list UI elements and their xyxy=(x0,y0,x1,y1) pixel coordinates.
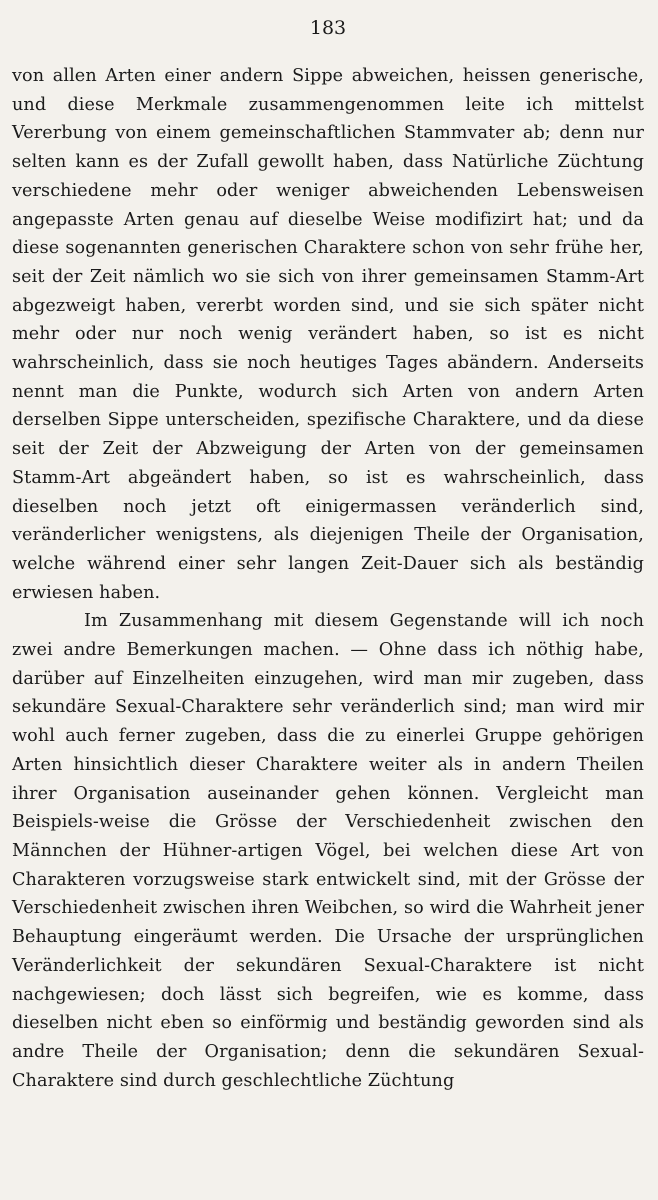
paragraph-secondary-sexual-characters: Im Zusammenhang mit diesem Gegenstande will ich noch zwei andre Bemerkungen machen. — Ohne dass ich nöthig habe, darüber auf Einzelheiten einzugehen, wird man mir zugeben, dass sekundäre Sexual-Charaktere sehr veränderlich sind; man wird mir wohl auch ferner zugeben, dass die zu einerlei Gruppe gehörigen Arten hinsichtlich dieser Charaktere weiter als in andern Theilen ihrer Organisation auseinander gehen können. Vergleicht man Beispiels-weise die Grösse der Verschiedenheit zwischen den Männchen der Hühner-artigen Vögel, bei welchen diese Art von Charakteren vorzugsweise stark entwickelt sind, mit der Grösse der Verschiedenheit zwischen ihren Weibchen, so wird die Wahrheit jener Behauptung eingeräumt werden. Die Ursache der ursprünglichen Veränderlichkeit der sekundären Sexual-Charaktere ist nicht nachgewiesen; doch lässt sich begreifen, wie es komme, dass dieselben nicht eben so einförmig und beständig geworden sind als andre Theile der Organisation; denn die sekundären Sexual-Charaktere sind durch geschlechtliche Züchtung xyxy=(12,611,644,1091)
page-number: 183 xyxy=(309,17,347,39)
paragraph-continuation: von allen Arten einer andern Sippe abweichen, heissen generische, und diese Merkmale zusammengenommen leite ich mittelst Vererbung von einem gemeinschaftlichen Stammvater ab; denn nur selten kann es der Zufall gewollt haben, dass Natürliche Züchtung verschiedene mehr oder weniger abweichenden Lebensweisen angepasste Arten genau auf dieselbe Weise modifizirt hat; und da diese sogenannten generischen Charaktere schon von sehr frühe her, seit der Zeit nämlich wo sie sich von ihrer gemeinsamen Stamm-Art abgezweigt haben, vererbt worden sind, und sie sich später nicht mehr oder nur noch wenig verändert haben, so ist es nicht wahrscheinlich, dass sie noch heutiges Tages abändern. Anderseits nennt man die Punkte, wodurch sich Arten von andern Arten derselben Sippe unterscheiden, spezifische Charaktere, und da diese seit der Zeit der Abzweigung der Arten von der gemeinsamen Stamm-Art abgeändert haben, so ist es wahrscheinlich, dass dieselben noch jetzt oft einigermassen veränderlich sind, veränderlicher wenigstens, als diejenigen Theile der Organisation, welche während einer sehr langen Zeit-Dauer sich als beständig erwiesen haben. xyxy=(12,66,644,603)
body-text xyxy=(12,62,644,1095)
